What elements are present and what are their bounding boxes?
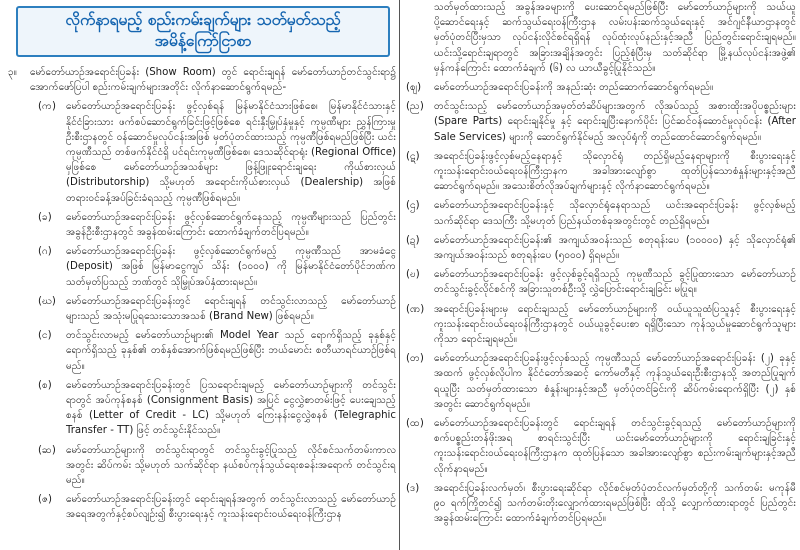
- clause-label: (င): [38, 330, 52, 342]
- clause-label: (ည): [406, 101, 424, 113]
- clause-item: [8, 443, 396, 489]
- clause-text: မော်တော်ယာဉ်များကို တင်သွင်းရာတွင် တင်သွင်းခွင့်ပြုသည့် လိုင်စင်သက်တမ်းကာလ အတွင်း ဆိပ်ကမ်း သို့မဟုတ် သက်ဆိုင်ရာ နယ်စပ်ကုန်သွယ်ရေးစခန်းအရောက် တင်သွင်းရမည်။: [66, 444, 396, 487]
- clause-item: [404, 233, 796, 263]
- clause-label: (ဆ): [38, 444, 56, 456]
- clause-label: (ဇ): [38, 494, 53, 506]
- clause-text: မော်တော်ယာဉ်အရောင်းပြခန်း ဖွင့်လှစ်ခွင့်ရရှိသည့် ကုမ္ပဏီသည် ခွင့်ပြုထားသော မော်တော်ယာဉ်တင်သွင်းခွင့်လိုင်စင်ကို အခြားသူတစ်ဦးသို့ လွှဲပြောင်းရောင်းချခြင်း မပြုရ။: [434, 269, 796, 296]
- clause-text: မော်တော်ယာဉ်အရောင်းပြခန်း ဖွင့်လှစ်ဆောင်ရွက်မည့် ကုမ္ပဏီသည် အာမခံငွေ (Deposit) အဖြစ် မြန်မာငွေကျပ် သိန်း (၁၀၀၀) ကို မြန်မာနိုင်ငံတော်ပိုင်ဘဏ်က သတ်မှတ်ပြသည့် ဘဏ်တွင် သိုမြှုပ်အပ်နှံထားရမည်။: [66, 246, 396, 288]
- clause-text: အရောင်းပြခန်းလက်မှတ်၊ စီးပွားရေးဆိုင်ရာ လိုင်စင်မှတ်ပုံတင်လက်မှတ်တို့ကို သက်တမ်း မကုန်မီ ၉၀ ရက်ကြိုတင်၍ သက်တမ်းတိုးလျှောက်ထားရမည်ဖြစ်ပြီး ထိုသို့ လျှောက်ထားရာတွင် ပြည်တွင်းအခွန်ထမ်းကြောင်း ထောက်ခံချက်တင်ပြရမည်။: [434, 482, 796, 525]
- clause-item: [8, 492, 396, 522]
- continued-text: သတ်မှတ်ထားသည့် အခွန်အခများကို ပေးဆောင်ရမည်ဖြစ်ပြီး မော်တော်ယာဉ်များကို သယ်ယူပို့ဆောင်ရေးနှင့် ဆက်သွယ်ရေးဝန်ကြီးဌာန လမ်းပန်းဆက်သွယ်ရေးနှင့် အင်ဂျင်နီယာဌာနတွင် မှတ်ပုံတင်ပြီးမှသာ လုပ်ငန်းလိုင်စင်ရရှိရန် လုပ်ထုံးလုပ်နည်းနှင့်အညီ ပြည်တွင်းရောင်းချရမည်။ ယင်းသို့ရောင်းချရာတွင် အခြားအချိန်အတွင်း ပြည့်စုံပြီးမှ သတ်ဆိုင်ရာ မြို့နယ်လုပ်ငန်းအဖွဲ့၏ မှန်ကန်ကြောင်း ထောက်ခံချက် (၆) လ ယာယီခွင့်ပြုနိုင်သည်။: [434, 2, 796, 74]
- clause-text: မော်တော်ယာဉ်အရောင်းပြခန်းနှင့် သိုလှောင်ရုံနေရာသည် ယင်းအရောင်းပြခန်း ဖွင့်လှစ်မည့် သက်ဆိုင်ရာ ဒေသကြီး သို့မဟုတ် ပြည်နယ်တစ်ခုအတွင်းတွင် တည်ရှိရမည်။: [434, 200, 796, 227]
- clause-text: တင်သွင်းသည့် မော်တော်ယာဉ်အမှတ်တံဆိပ်များအတွက် လိုအပ်သည့် အစားထိုးအပိုပစ္စည်းများ (Spare Parts) ရောင်းချနိုင်မှု နှင့် ရောင်းချပြီးနောက်ပိုင်း ပြင်ဆင်ဝန်ဆောင်မှုလုပ်ငန်း (After Sale Services) များကို ဆောင်ရွက်နိုင်မည့် အလုပ်ရုံကို တည်ထောင်ဆောင်ရွက်ရမည်။: [434, 101, 796, 143]
- clause-item: [404, 302, 796, 348]
- clause-label: (ဂ): [38, 246, 52, 258]
- clause-item: [8, 378, 396, 439]
- clause-text: မော်တော်ယာဉ်အရောင်းပြခန်းတွင် ရောင်းချရန် တင်သွင်းခွင့်ရသည့် မော်တော်ယာဉ်များကို စက်ပစ္စည်းတန်ဖိုးအရ စာရင်းသွင်းပြီး ယင်းမော်တော်ယာဉ်များကို ရောင်းချခြင်းနှင့် ကူးသန်းရောင်းဝယ်ရေးဝန်ကြီးဌာနက ထုတ်ပြန်သော အခါအားလျော်စွာ စည်းကမ်းချက်များနှင့်အညီ လိုက်နာရမည်။: [434, 418, 796, 475]
- clause-text: တင်သွင်းလာမည့် မော်တော်ယာဉ်များ၏ Model Year သည် ရောက်ရှိသည့် ခုနှစ်နှင့် ရောက်ရှိသည့် ခုနှစ်၏ တစ်နှစ်အောက်ဖြစ်ရမည်ဖြစ်ပြီး ဘယ်မောင်း စတီယာရင်ယာဉ်ဖြစ်ရမည်။: [66, 330, 396, 372]
- clause-item: [8, 99, 396, 205]
- clause-text: မော်တော်ယာဉ်အရောင်းပြခန်းကို အနည်းဆုံး တည်ဆောက်ဆောင်ရွက်ရမည်။: [434, 82, 714, 94]
- clause-text: မော်တော်ယာဉ်အရောင်းပြခန်းဖွင့်လှစ်သည့် ကုမ္ပဏီသည် မော်တော်ယာဉ်အရောင်းပြခန်း (၂) ခုနှင့် အထက် ဖွင့်လှစ်လိုပါက နိုင်ငံတော်အဆင့် ကော်မတီနှင့် ကုန်သွယ်ရေးဦးစီးဌာနသို့ အတည်ပြုချက်ရယူပြီး သတ်မှတ်ထားသော စံနှုန်းများနှင့်အညီ မှတ်ပုံတင်ခြင်းကို ဆိပ်ကမ်းရောက်ရှိပြီး (၂) နှစ်အတွင်း ဆောင်ရွက်ရမည်။: [434, 353, 796, 410]
- column-divider: [399, 0, 400, 550]
- clause-text: အရောင်းပြခန်းဖွင့်လှစ်မည့်နေရာနှင့် သိုလှောင်ရုံ တည်ရှိမည့်နေရာများကို စီးပွားရေးနှင့် ကူးသန်းရောင်းဝယ်ရေးဝန်ကြီးဌာနက အခါအားလျော်စွာ ထုတ်ပြန်သောစံနှုန်းများနှင့်အညီ ဆောင်ရွက်ရမည်။ အသေးစိတ်လိုအပ်ချက်များနှင့် လိုက်နာဆောင်ရွက်ရမည်။: [434, 150, 796, 193]
- clause-text: အရောင်းပြခန်းများမှ ရောင်းချသည့် မော်တော်ယာဉ်များကို ဝယ်ယူသူထံပြသူနှင့် စီးပွားရေးနှင့် ကူးသန်းရောင်းဝယ်ရေးဝန်ကြီးဌာနတွင် ဝယ်ယူခွင့်ပေးစာ ရရှိပြီးသော ကုန်သွယ်မှုဆောင်ရွက်သူများကိုသာ ရောင်းချရမည်။: [434, 303, 796, 346]
- clause-label: (ထ): [406, 418, 424, 430]
- clause-label: (ဈ): [406, 82, 422, 94]
- clause-item: [8, 210, 396, 240]
- clause-text: မော်တော်ယာဉ်အရောင်းပြခန်း၏ အကျယ်အဝန်းသည် စတုရန်းပေ (၁၀၀၀၀) နှင့် သိုလှောင်ရုံ၏ အကျယ်အဝန်းသည် စတုရန်းပေ (၅၀၀၀) ရှိရမည်။: [434, 234, 796, 262]
- title-line-2: အမိန့်ကြော်ငြာစာ: [154, 32, 252, 50]
- intro-paragraph: [8, 65, 396, 95]
- clause-label: (ဍ): [406, 234, 420, 246]
- title-box: [16, 6, 390, 57]
- paragraph-number: ၃။: [8, 67, 17, 78]
- clause-item: [404, 99, 796, 145]
- clause-label: (က): [38, 101, 56, 113]
- clause-text: မော်တော်ယာဉ်အရောင်းပြခန်းတွင် ပြသရောင်းချမည့် မော်တော်ယာဉ်များကို တင်သွင်းရာတွင် အပ်ကုန်စနစ် (Consignment Basis) အပြင် ငွေလွှဲစာတမ်းဖြင့် ပေးချေသည့်စနစ် (Letter of Credit - LC) သို့မဟုတ် ကြေးနန်းငွေလွှဲစနစ် (Telegraphic Transfer - TT) ဖြင့် တင်သွင်းနိုင်သည်။: [66, 379, 396, 437]
- clause-label: (ခ): [38, 211, 52, 223]
- clause-text: မော်တော်ယာဉ်အရောင်းပြခန်း ဖွင့်လှစ်ဆောင်ရွက်နေသည့် ကုမ္ပဏီများသည် ပြည်တွင်း အခွန်ဦးစီးဌာနတွင် အခွန်ထမ်းကြောင်း ထောက်ခံချက်တင်ပြရမည်။: [66, 211, 396, 239]
- clause-item: [404, 351, 796, 412]
- clause-item: [404, 416, 796, 477]
- clause-text: မော်တော်ယာဉ်အရောင်းပြခန်းတွင် ရောင်းချရန် တင်သွင်းလာသည့် မော်တော်ယာဉ်များသည် အသုံးမပြုရသေးသောအသစ် (Brand New) ဖြစ်ရမည်။: [66, 295, 396, 323]
- clause-item: [8, 328, 396, 374]
- clause-label: (ဏ): [406, 303, 425, 315]
- clause-label: (တ): [406, 353, 424, 365]
- clause-text: မော်တော်ယာဉ်အရောင်းပြခန်းတွင် ရောင်းချရန်အတွက် တင်သွင်းလာသည့် မော်တော်ယာဉ်အရေအတွက်နှင့်စပ်လျဉ်း၍ စီးပွားရေးနှင့် ကူးသန်းရောင်းဝယ်ရေးဝန်ကြီးဌာန: [66, 494, 396, 521]
- clause-item: [404, 481, 796, 527]
- clause-item: [8, 294, 396, 324]
- clause-item: [404, 80, 796, 95]
- left-column: [8, 0, 396, 523]
- clause-label: (ဎ): [406, 269, 420, 281]
- clause-label: (ဌ): [406, 200, 420, 212]
- title-line-1: လိုက်နာရမည့် စည်းကမ်းချက်များ သတ်မှတ်သည့်: [65, 11, 341, 29]
- clause-item: [404, 267, 796, 297]
- clause-item: [404, 149, 796, 195]
- clause-label: (ဋ): [406, 150, 420, 162]
- clause-item: [8, 244, 396, 290]
- clause-item: [404, 198, 796, 228]
- clause-label: (ဒ): [406, 482, 420, 494]
- clause-label: (ဃ): [38, 295, 56, 307]
- clause-text: မော်တော်ယာဉ်အရောင်းပြခန်း ဖွင့်လှစ်ရန် မြန်မာနိုင်ငံသားဖြစ်စေ၊ မြန်မာနိုင်ငံသားနှင့် နိုင်ငံခြားသား ဖက်စပ်ဆောင်ရွက်ခြင်းဖြင့်ဖြစ်စေ ရင်းနှီးမြှုပ်နှံမှုနှင့် ကုမ္ပဏီများ ညွှန်ကြားမှု ဦးစီးဌာနတွင် ဝန်ဆောင်မှုလုပ်ငန်းအဖြစ် မှတ်ပုံတင်ထားသည့် ကုမ္ပဏီဖြစ်ရမည်ဖြစ်ပြီး ယင်းကုမ္ပဏီသည် တစ်ဖက်နိုင်ငံရှိ ပင်ရင်းကုမ္ပဏီဖြစ်စေ၊ ဒေသဆိုင်ရာရုံး (Regional Office) မှဖြစ်စေ မော်တော်ယာဉ်အသစ်များ ဖြန့်ဖြူးရောင်းချရေး ကိုယ်စားလှယ် (Distributorship) သို့မဟုတ် အရောင်းကိုယ်စားလှယ် (Dealership) အဖြစ် တရားဝင်ခန့်အပ်ခြင်းခံရသည့် ကုမ္ပဏီဖြစ်ရမည်။: [66, 101, 396, 204]
- clause-label: (စ): [38, 379, 52, 391]
- right-column: [404, 0, 796, 527]
- intro-text: မော်တော်ယာဉ်အရောင်းပြခန်း (Show Room) တွင် ရောင်းချရန် မော်တော်ယာဉ်တင်သွင်းရာ၌ အောက်ဖော်ပြပါ စည်းကမ်းချက်များအတိုင်း လိုက်နာဆောင်ရွက်ရမည်-: [30, 67, 396, 94]
